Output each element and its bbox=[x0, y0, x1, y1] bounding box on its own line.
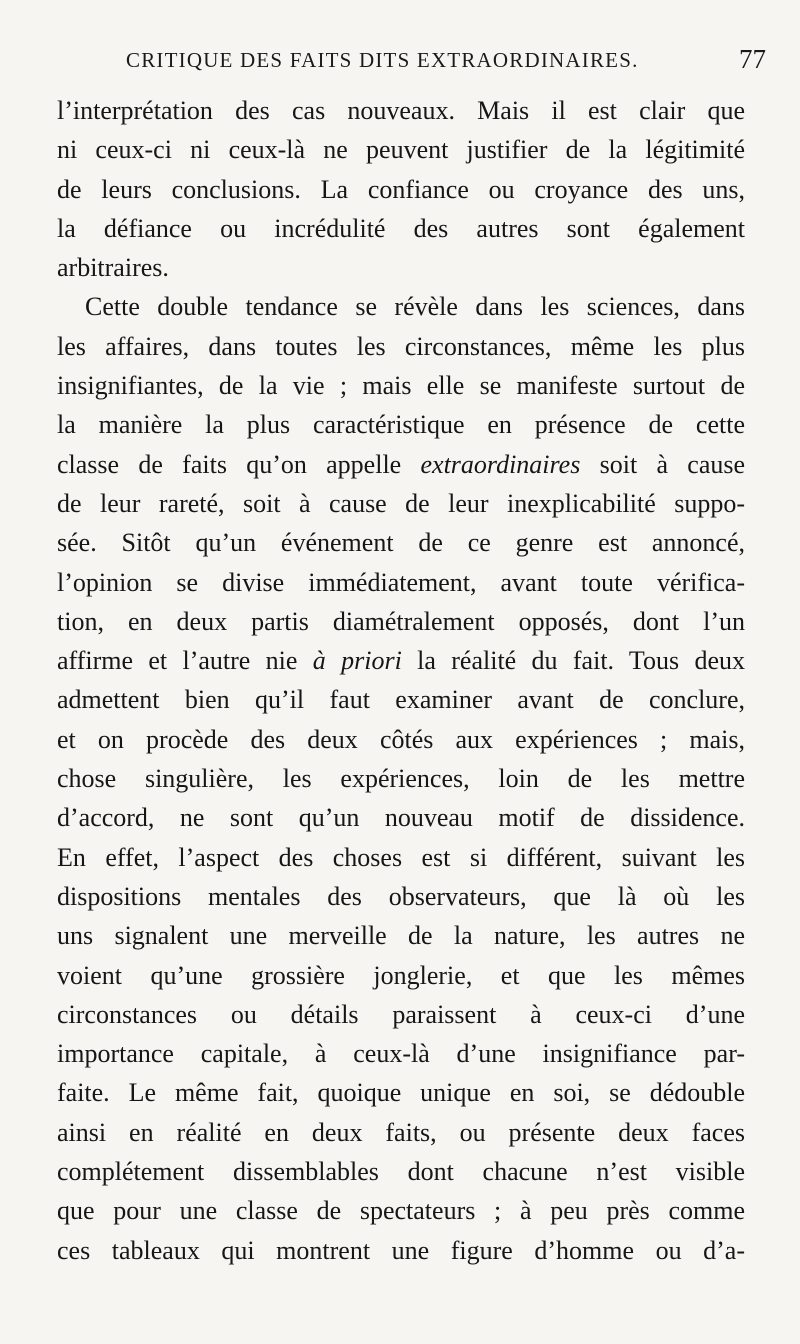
text-line: Cette double tendance se révèle dans les sciences, dans bbox=[85, 292, 745, 322]
text-line-with-italic bbox=[57, 641, 745, 680]
text-line: ni ceux-ci ni ceux-là ne peuvent justifier de la légitimité bbox=[57, 135, 745, 165]
text-line: de leurs conclusions. La confiance ou croyance des uns, bbox=[57, 174, 745, 204]
text-line: arbitraires. bbox=[57, 253, 169, 283]
text-line: importance capitale, à ceux-là d’une insignifiance par- bbox=[57, 1039, 745, 1069]
text-line: que pour une classe de spectateurs ; à peu près comme bbox=[57, 1196, 745, 1226]
text-line: de leur rareté, soit à cause de leur inexplicabilité suppo- bbox=[57, 488, 745, 518]
text-line: En effet, l’aspect des choses est si différent, suivant les bbox=[57, 842, 745, 872]
text-line: les affaires, dans toutes les circonstances, même les plus bbox=[57, 331, 745, 361]
text-line: et on procède des deux côtés aux expériences ; mais, bbox=[57, 724, 745, 754]
text-line: la manière la plus caractéristique en présence de cette bbox=[57, 410, 745, 440]
text-line: insignifiantes, de la vie ; mais elle se manifeste surtout de bbox=[57, 371, 745, 401]
body-text bbox=[57, 91, 745, 1270]
text-line: l’opinion se divise immédiatement, avant toute vérifica- bbox=[57, 567, 745, 597]
text-line: uns signalent une merveille de la nature, les autres ne bbox=[57, 921, 745, 951]
text-line: dispositions mentales des observateurs, que là où les bbox=[57, 881, 745, 911]
text-run: la réalité du fait. Tous deux bbox=[401, 646, 745, 676]
text-line: voient qu’une grossière jonglerie, et que les mêmes bbox=[57, 960, 745, 990]
running-title: CRITIQUE DES FAITS DITS EXTRAORDINAIRES. bbox=[126, 48, 639, 72]
text-line: chose singulière, les expériences, loin de les mettre bbox=[57, 764, 745, 794]
paragraph-1 bbox=[57, 91, 745, 287]
text-line: circonstances ou détails paraissent à ceux-ci d’une bbox=[57, 999, 745, 1029]
running-header bbox=[126, 44, 766, 78]
text-line: sée. Sitôt qu’un événement de ce genre est annoncé, bbox=[57, 528, 745, 558]
text-run: soit à cause bbox=[580, 449, 746, 479]
text-line-with-italic bbox=[57, 445, 745, 484]
text-line: admettent bien qu’il faut examiner avant de conclure, bbox=[57, 685, 745, 715]
text-line: l’interprétation des cas nouveaux. Mais il est clair que bbox=[57, 96, 745, 125]
text-line: tion, en deux partis diamétralement opposés, dont l’un bbox=[57, 606, 745, 636]
text-line: faite. Le même fait, quoique unique en soi, se dédouble bbox=[57, 1078, 745, 1108]
text-line: d’accord, ne sont qu’un nouveau motif de dissidence. bbox=[57, 803, 745, 833]
text-line: ces tableaux qui montrent une figure d’homme ou d’a- bbox=[57, 1235, 745, 1265]
text-line: ainsi en réalité en deux faits, ou présente deux faces bbox=[57, 1117, 745, 1147]
text-run: classe de faits qu’on appelle bbox=[57, 449, 421, 479]
italic-term: extraordinaires bbox=[420, 449, 581, 479]
page-number: 77 bbox=[739, 44, 766, 74]
text-line: la défiance ou incrédulité des autres sont également bbox=[57, 213, 745, 243]
text-line: complétement dissemblables dont chacune n’est visible bbox=[57, 1157, 745, 1187]
paragraph-2 bbox=[57, 287, 745, 1269]
text-run: affirme et l’autre nie bbox=[57, 646, 313, 676]
italic-term: à priori bbox=[312, 646, 402, 676]
